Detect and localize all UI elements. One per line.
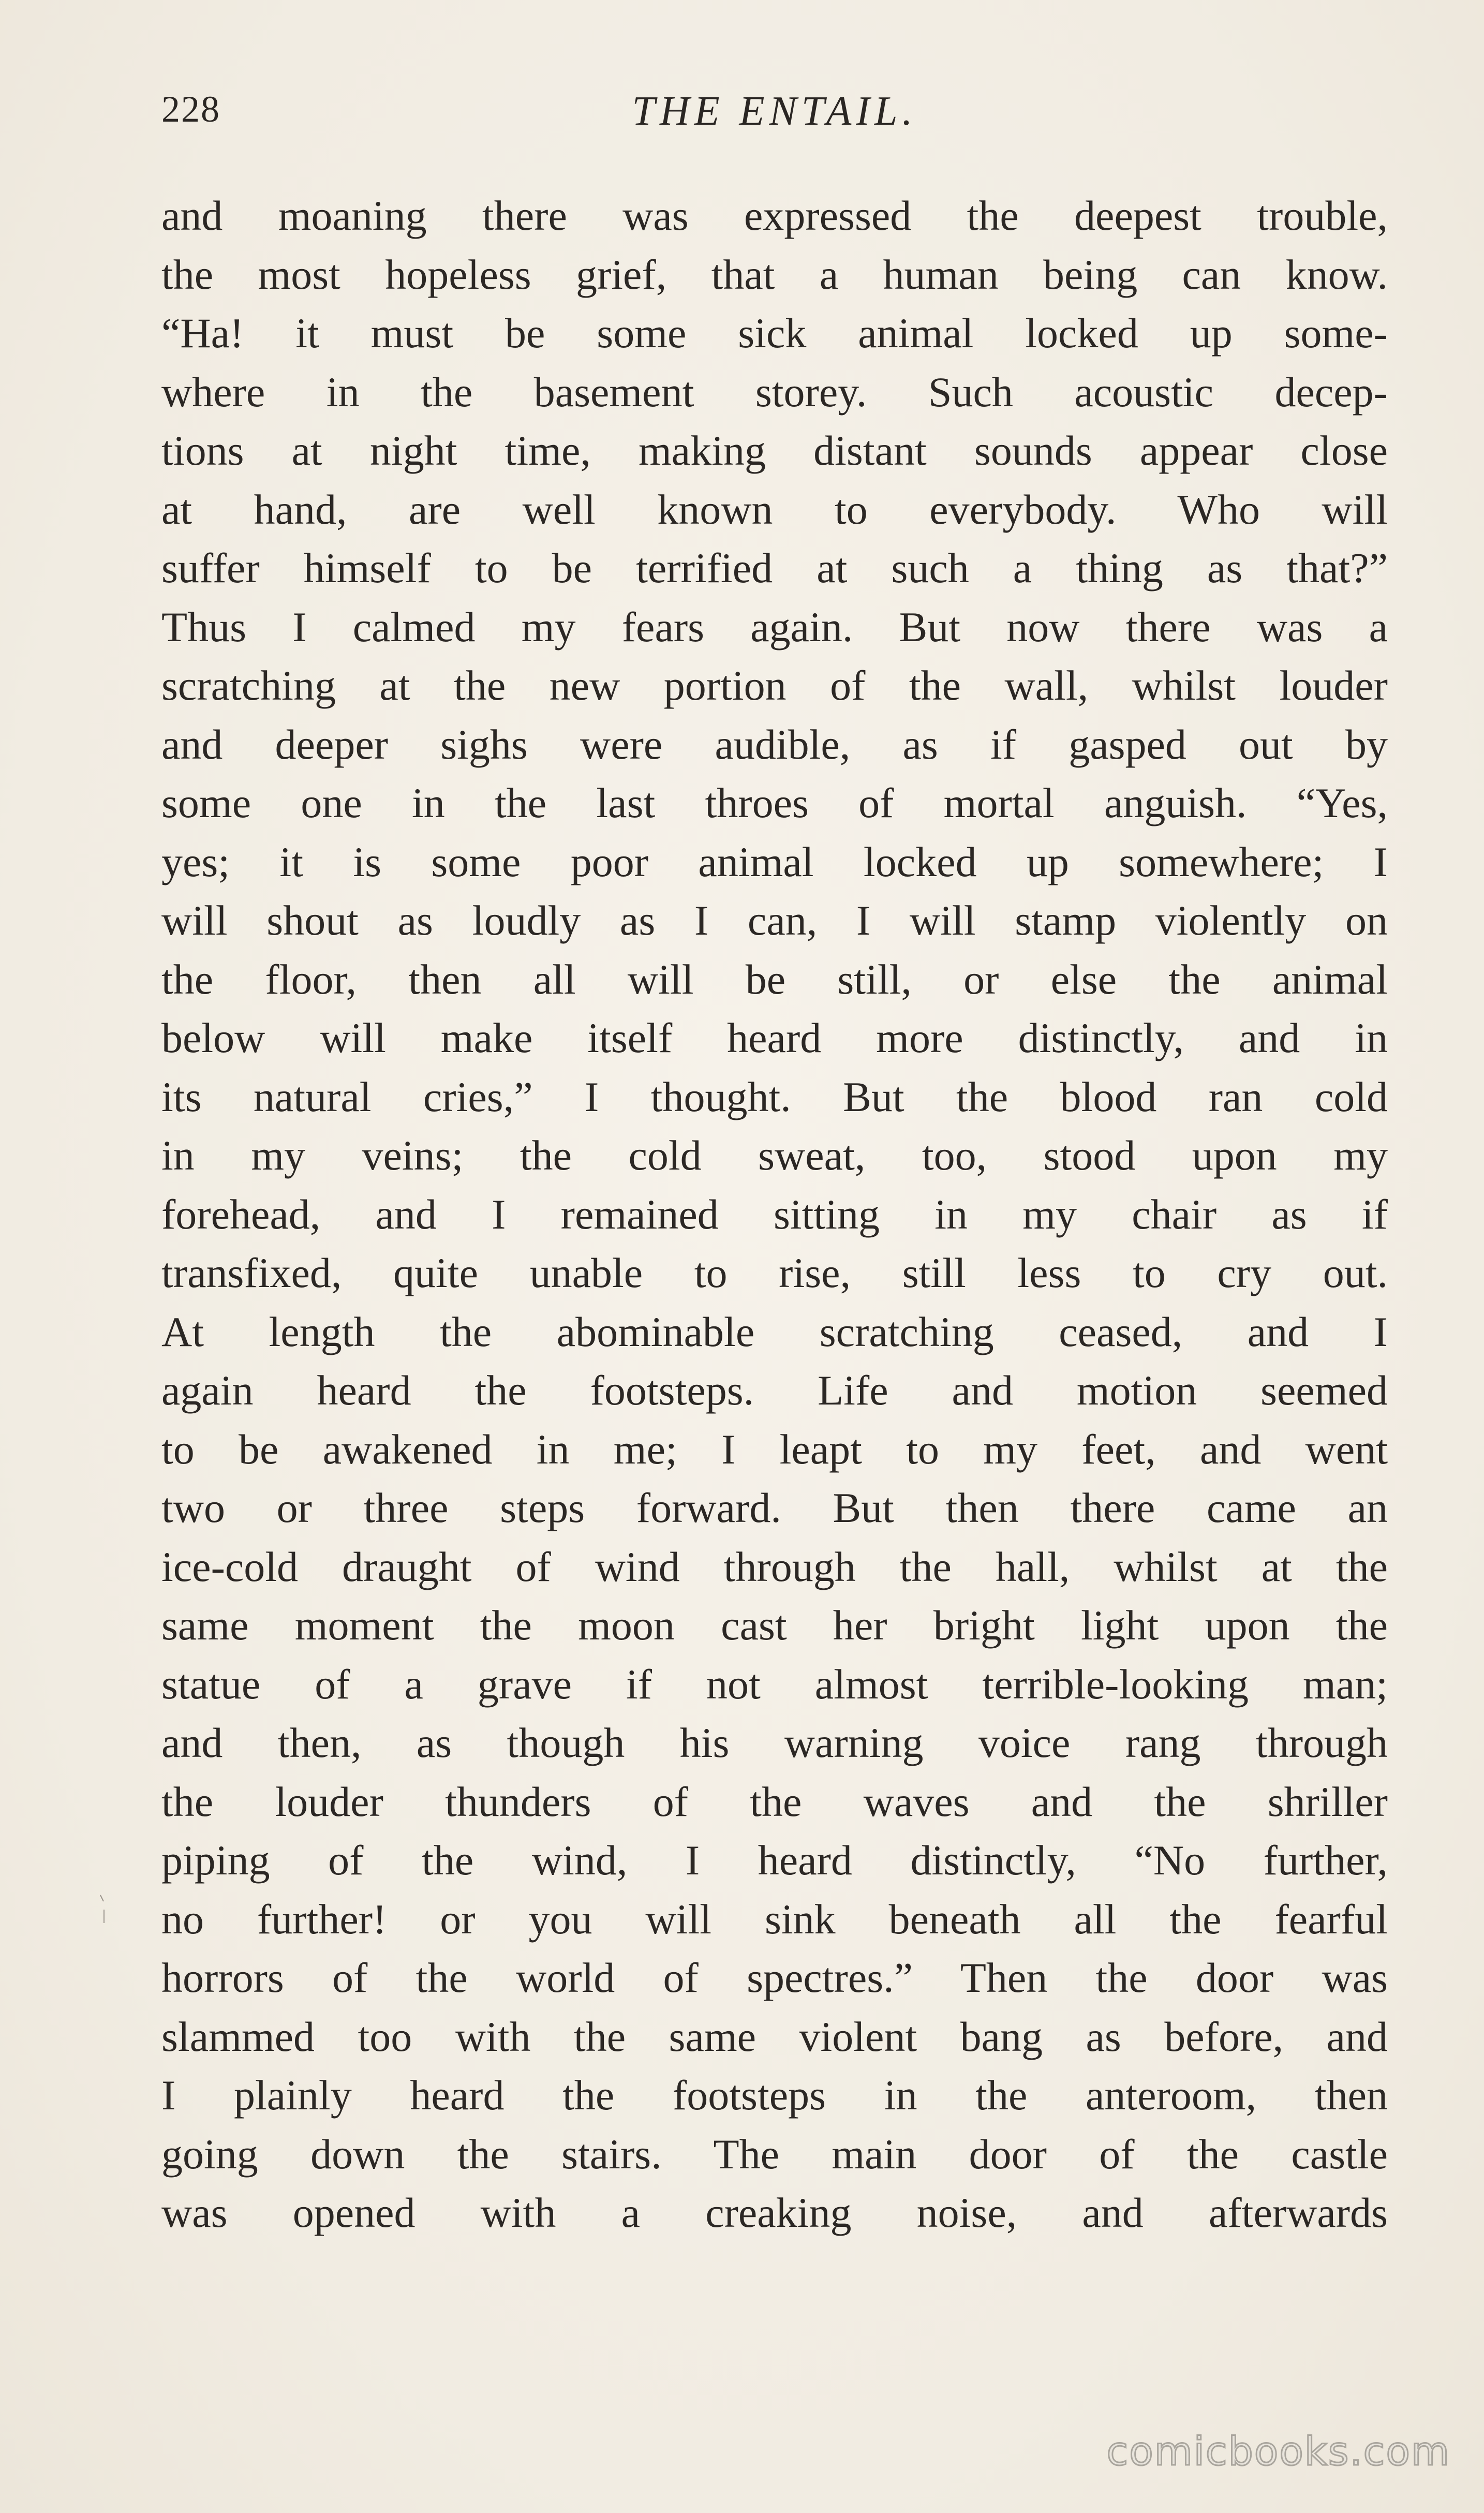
text-line: yes; it is some poor animal locked up somewhere; I: [161, 838, 1388, 885]
text-line: some one in the last throes of mortal anguish. “Yes,: [161, 779, 1388, 826]
text-line: at hand, are well known to everybody. Who will: [161, 485, 1388, 533]
text-line: suffer himself to be terrified at such a thing as that?”: [161, 544, 1388, 592]
text-line: to be awakened in me; I leapt to my feet, and went: [161, 1425, 1388, 1473]
text-line: two or three steps forward. But then there came an: [161, 1484, 1388, 1531]
text-line: Thus I calmed my fears again. But now there was a: [161, 603, 1388, 651]
text-line: and moaning there was expressed the deepest trouble,: [161, 192, 1388, 239]
text-line: will shout as loudly as I can, I will stamp violently on: [161, 897, 1388, 944]
text-line: and then, as though his warning voice rang through: [161, 1719, 1388, 1766]
text-line: piping of the wind, I heard distinctly, “No further,: [161, 1837, 1388, 1884]
text-line: forehead, and I remained sitting in my chair as if: [161, 1190, 1388, 1238]
page-number: 228: [161, 88, 220, 130]
text-line: the floor, then all will be still, or else the animal: [161, 955, 1388, 1003]
text-line: going down the stairs. The main door of the castle: [161, 2130, 1388, 2178]
text-line: in my veins; the cold sweat, too, stood upon my: [161, 1132, 1388, 1179]
running-title: THE ENTAIL.: [632, 88, 917, 134]
text-line: and deeper sighs were audible, as if gasped out by: [161, 720, 1388, 768]
text-line: where in the basement storey. Such acoustic decep-: [161, 368, 1388, 416]
margin-pencil-mark: [99, 1894, 106, 1925]
text-line: At length the abominable scratching ceased, and I: [161, 1308, 1388, 1355]
text-line: slammed too with the same violent bang as before, and: [161, 2013, 1388, 2060]
text-line: horrors of the world of spectres.” Then the door was: [161, 1954, 1388, 2001]
text-line: its natural cries,” I thought. But the blood ran cold: [161, 1073, 1388, 1120]
text-line: statue of a grave if not almost terrible-looking man;: [161, 1660, 1388, 1708]
body-text: [161, 186, 1388, 2242]
text-line: again heard the footsteps. Life and motion seemed: [161, 1367, 1388, 1414]
text-line: below will make itself heard more distinctly, and in: [161, 1014, 1388, 1061]
text-line: same moment the moon cast her bright light upon the: [161, 1602, 1388, 1649]
text-line: the most hopeless grief, that a human being can know.: [161, 250, 1388, 298]
watermark: comicbooks.com: [1106, 2428, 1450, 2474]
text-line: was opened with a creaking noise, and afterwards: [161, 2189, 1388, 2236]
text-line: no further! or you will sink beneath all the fearful: [161, 1895, 1388, 1943]
text-line: tions at night time, making distant sounds appear close: [161, 427, 1388, 474]
page-header: [161, 88, 1388, 145]
text-line: the louder thunders of the waves and the shriller: [161, 1778, 1388, 1825]
text-line: I plainly heard the footsteps in the anteroom, then: [161, 2072, 1388, 2119]
text-line: transfixed, quite unable to rise, still less to cry out.: [161, 1249, 1388, 1296]
text-line: “Ha! it must be some sick animal locked up some-: [161, 309, 1388, 357]
text-line: scratching at the new portion of the wall, whilst louder: [161, 662, 1388, 709]
text-line: ice-cold draught of wind through the hall, whilst at the: [161, 1543, 1388, 1590]
